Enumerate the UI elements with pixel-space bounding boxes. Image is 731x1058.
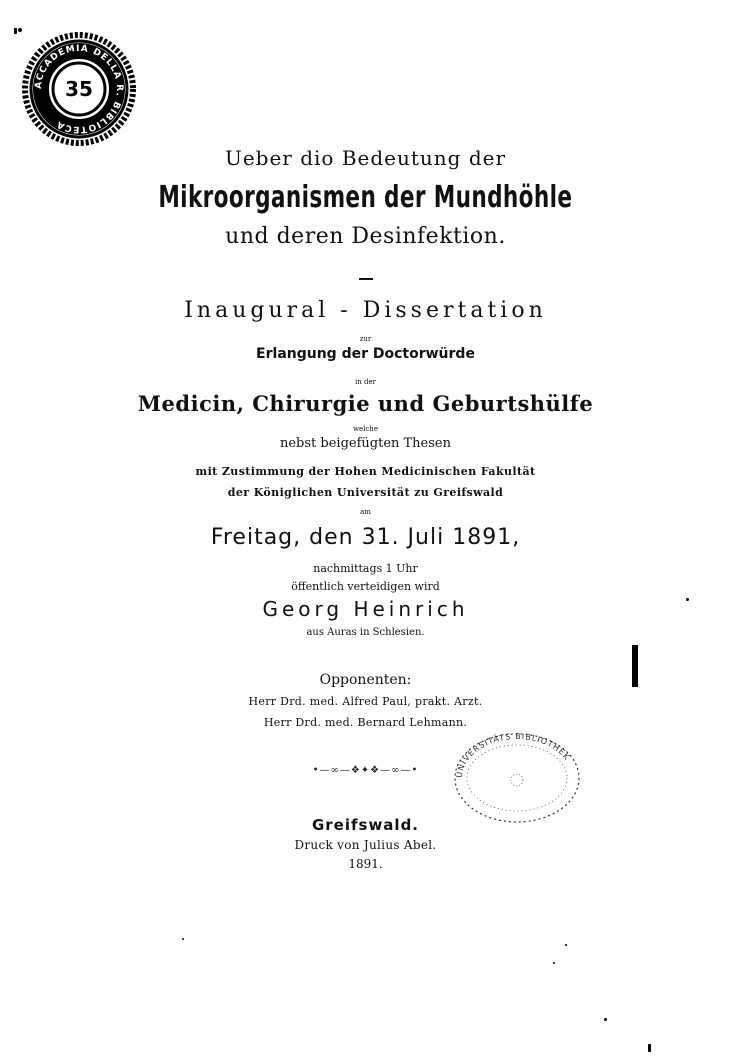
speck (182, 938, 184, 940)
university-stamp-text: UNIVERSITÄTS BIBLIOTHEK (454, 731, 572, 779)
speck (565, 944, 567, 946)
university-name: der Königlichen Universität zu Greifswald (227, 486, 504, 499)
speck (14, 28, 17, 34)
faculty-fields: Medicin, Chirurgie und Geburtshülfe (137, 391, 594, 416)
author-origin: aus Auras in Schlesien. (306, 627, 425, 638)
theses-note: nebst beigefügten Thesen (279, 436, 451, 451)
author-name: Georg Heinrich (262, 597, 469, 621)
connector-am: am (360, 508, 371, 516)
degree-purpose: Erlangung der Doctorwürde (256, 346, 475, 362)
subtitle: und deren Desinfektion. (225, 224, 506, 249)
document-type: Inaugural - Dissertation (184, 298, 547, 323)
defense-date: Freitag, den 31. Juli 1891, (210, 525, 521, 550)
library-stamp-text: ACCADEMIA DELLA R. BIBLIOTECA (33, 43, 125, 135)
university-stamp (450, 728, 585, 828)
speck (686, 598, 689, 601)
main-title: Mikroorganismen der Mundhöhle (158, 180, 573, 215)
opponent-1: Herr Drd. med. Alfred Paul, prakt. Arzt. (248, 695, 483, 708)
opponent-2: Herr Drd. med. Bernard Lehmann. (263, 716, 468, 729)
library-stamp-number: 35 (65, 77, 93, 101)
connector-welche: welche (353, 425, 378, 433)
connector-in-der: in der (355, 378, 376, 386)
imprint-place: Greifswald. (311, 816, 420, 834)
speck (18, 28, 22, 32)
speck (604, 1018, 607, 1021)
defense-time: nachmittags 1 Uhr (313, 562, 418, 575)
speck (648, 1044, 651, 1052)
defense-note: öffentlich verteidigen wird (291, 580, 440, 593)
speck (553, 962, 555, 964)
connector-zur: zur (359, 335, 372, 343)
faculty-approval: mit Zustimmung der Hohen Medicinischen Fakultät (195, 465, 536, 478)
pre-title: Ueber dio Bedeutung der (224, 146, 507, 170)
imprint-year: 1891. (348, 857, 383, 871)
ornament-divider: •—∞—❖✦❖—∞—• (312, 765, 419, 776)
edge-mark (632, 645, 638, 687)
small-separator (0, 268, 731, 287)
opponents-label: Opponenten: (319, 672, 412, 688)
svg-text:UNIVERSITÄTS BIBLIOTHEK (455, 732, 572, 778)
library-stamp (20, 30, 138, 148)
imprint-printer: Druck von Julius Abel. (294, 838, 437, 852)
